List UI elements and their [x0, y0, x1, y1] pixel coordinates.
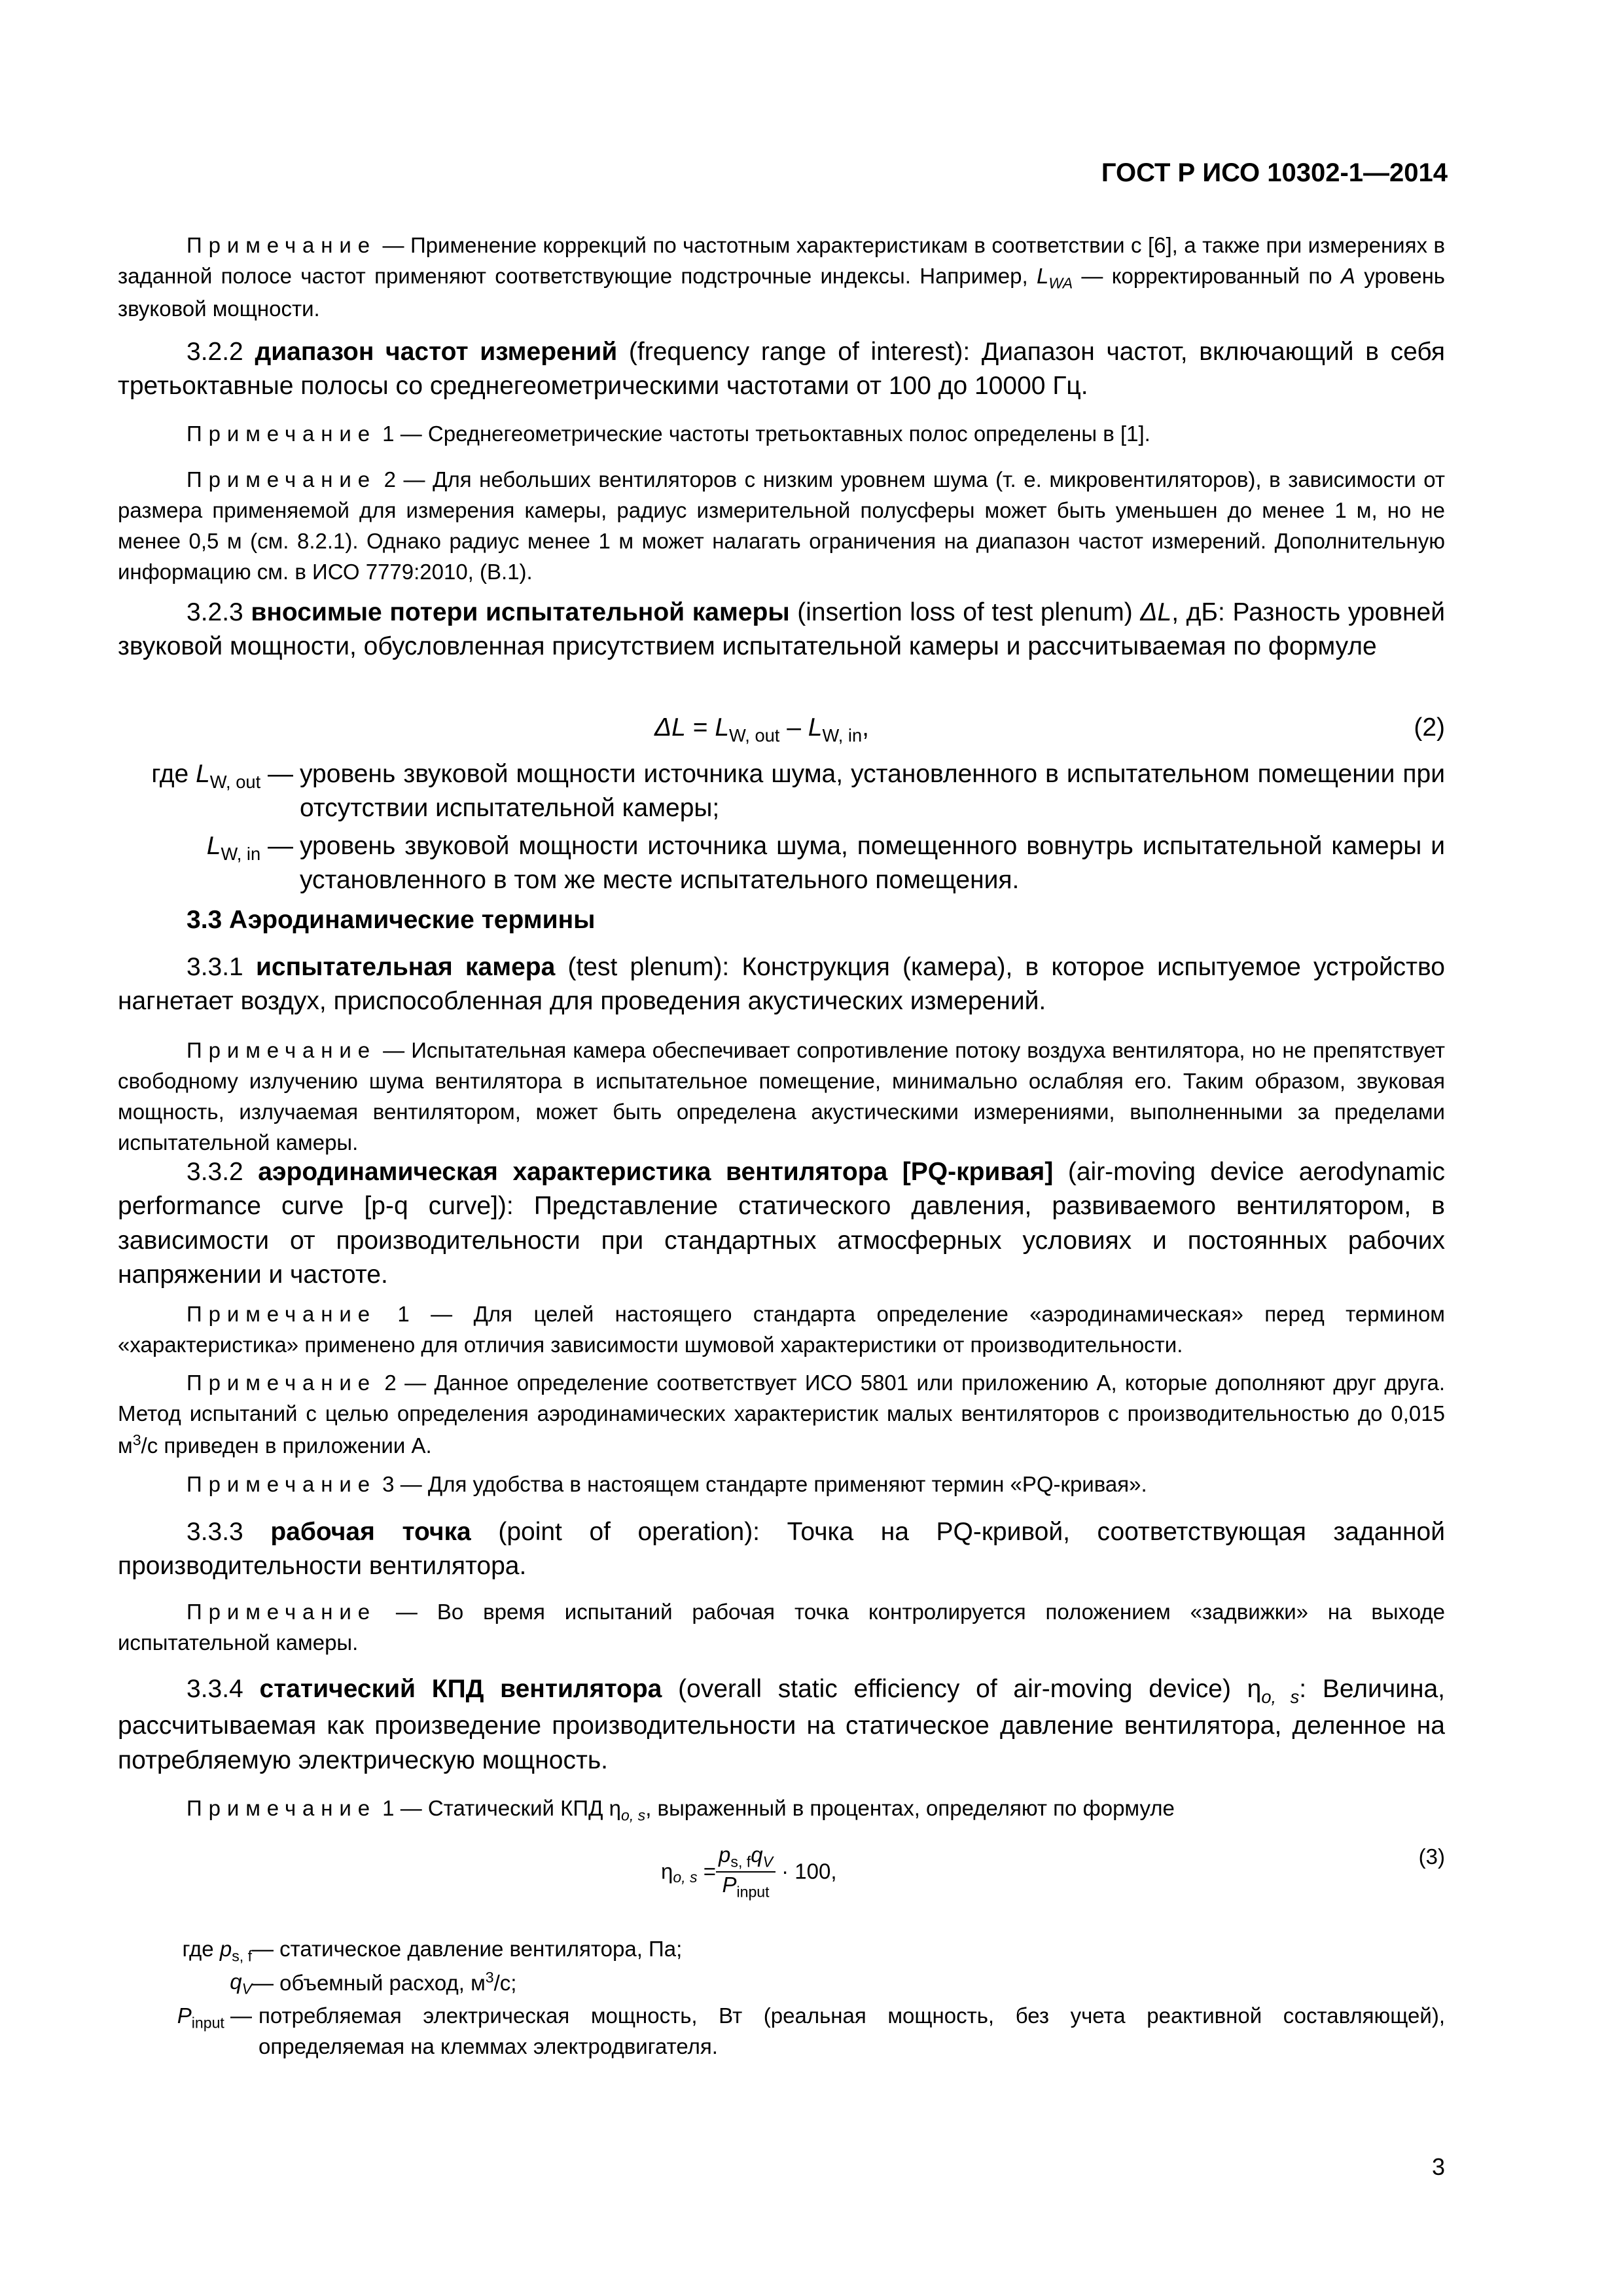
clause-3-3-2: 3.3.2 аэродинамическая характеристика вентилятора [PQ-кривая] (air-moving device aerodynamic performance curve [p-q curve]): Представление статического давления, развиваемого вентилятором, в зависимости от производительности при стандартных атмосферных условиях и постоянных рабочих напряжении и частоте. — [118, 1158, 1445, 1289]
clause-3-2-2-note-2: Примечание 2 — Для небольших вентиляторов с низким уровнем шума (т. е. микровентиляторов), в зависимости от размера применяемой для измерения камеры, радиус измерительной полусферы может быть уменьшен до менее 1 м, но не менее 0,5 м (см. 8.2.1). Однако радиус менее 1 м может налагать ограничения на диапазон частот измерений. Дополнительную информацию см. в ИСО 7779:2010, (В.1). — [118, 467, 1445, 584]
clause-term: диапазон частот измерений — [255, 338, 618, 366]
fraction: $\frac{p_{s, f}q_V}{P_{input}}$ — [716, 1842, 776, 1901]
formula-3: $\eta_{o, s}$ = $\frac{p_{s, f}q_V}{P_{input}}$ · 100, — [661, 1842, 837, 1901]
clause-3-3-2-note-1: Примечание 1 — Для целей настоящего стандарта определение «аэродинамическая» перед термином «характеристика» применено для отличия зависимости шумовой характеристики от производительности. — [118, 1302, 1445, 1357]
intro-note: Примечание — Применение коррекций по частотным характеристикам в соответствии с [6], а также при измерениях в заданной полосе частот применяют соответствующие подстрочные индексы. Например, $L_{WA}$ — корректированный по A уровень звуковой мощности. — [118, 233, 1446, 321]
clause-3-2-2-note-1: Примечание 1 — Среднегеометрические частоты третьоктавных полос определены в [1]. — [187, 422, 1150, 446]
formula-2: $\Delta L = L_{W, out} - L_{W, in}$, — [654, 713, 869, 745]
clause-3-3-2-note-3: Примечание 3 — Для удобства в настоящем стандарте применяют термин «PQ-кривая». — [187, 1472, 1147, 1496]
note-label: Примечание — [187, 233, 377, 257]
clause-3-2-2: 3.2.2 диапазон частот измерений (frequency range of interest): Диапазон частот, включающий в себя третьоктавные полосы со среднегеометрическими частотами от 100 до 10000 Гц. — [118, 338, 1445, 401]
equation-number-2: (2) — [1414, 713, 1445, 742]
clause-3-3-4-note-1: Примечание 1 — Статический КПД $\eta_{o, s}$, выраженный в процентах, определяют по формуле — [187, 1796, 1175, 1824]
section-3-3-title: 3.3 Аэродинамические термины — [187, 906, 596, 934]
page-number: 3 — [1431, 2153, 1445, 2180]
clause-number: 3.2.2 — [187, 338, 243, 366]
clause-3-3-1-note: Примечание — Испытательная камера обеспечивает сопротивление потоку воздуха вентилятора, но не препятствует свободному излучению шума вентилятора в испытательное помещение, минимально ослабляя его. Таким образом, звуковая мощность, излучаемая вентилятором, может быть определена акустическими измерениями, выполненными за пределами испытательной камеры. — [118, 1038, 1445, 1155]
clause-3-2-3: 3.2.3 вносимые потери испытательной камеры (insertion loss of test plenum) ΔL, дБ: Разность уровней звуковой мощности, обусловленная присутствием испытательной камеры и рассчитываемая по формуле — [118, 598, 1445, 661]
clause-3-3-3-note: Примечание — Во время испытаний рабочая точка контролируется положением «задвижки» на выходе испытательной камеры. — [118, 1600, 1445, 1655]
document-header: ГОСТ Р ИСО 10302-1—2014 — [1101, 158, 1448, 187]
where-list-3: где $p_{s, f}$ — статическое давление вентилятора, Па; $q_V$ — объемный расход, $м^3/с$; $P_{input}$ — потребляемая электрическая мощность, Вт (реальная мощность, без учета реактивной составляющей), определяемая на клеммах электродвигателя. — [177, 1937, 1445, 2058]
clause-3-3-1: 3.3.1 испытательная камера (test plenum): Конструкция (камера), в которое испытуемое устройство нагнетает воздух, приспособленная для проведения акустических измерений. — [118, 953, 1445, 1016]
clause-3-3-3: 3.3.3 рабочая точка (point of operation): Точка на PQ-кривой, соответствующая заданной производительности вентилятора. — [118, 1518, 1445, 1581]
clause-3-3-4: 3.3.4 статический КПД вентилятора (overall static efficiency of air-moving device) $\eta_{o, s}$: Величина, рассчитываемая как произведение производительности на статическое давление вентилятора, деленное на потребляемую электрическую мощность. — [118, 1675, 1446, 1774]
where-list-2: где $L_{W, out}$ — уровень звуковой мощности источника шума, установленного в испытательном помещении при отсутствии испытательной камеры; $L_{W, in}$ — уровень звуковой мощности источника шума, помещенного вовнутрь испытательной камеры и установленного в том же месте испытательного помещения. — [151, 760, 1445, 895]
equation-number-3: (3) — [1418, 1844, 1445, 1869]
clause-3-3-2-note-2: Примечание 2 — Данное определение соответствует ИСО 5801 или приложению А, которые дополняют друг друга. Метод испытаний с целью определения аэродинамических характеристик малых вентиляторов с производительностью до 0,015 $м^3/с$ приведен в приложении А. — [118, 1371, 1445, 1458]
